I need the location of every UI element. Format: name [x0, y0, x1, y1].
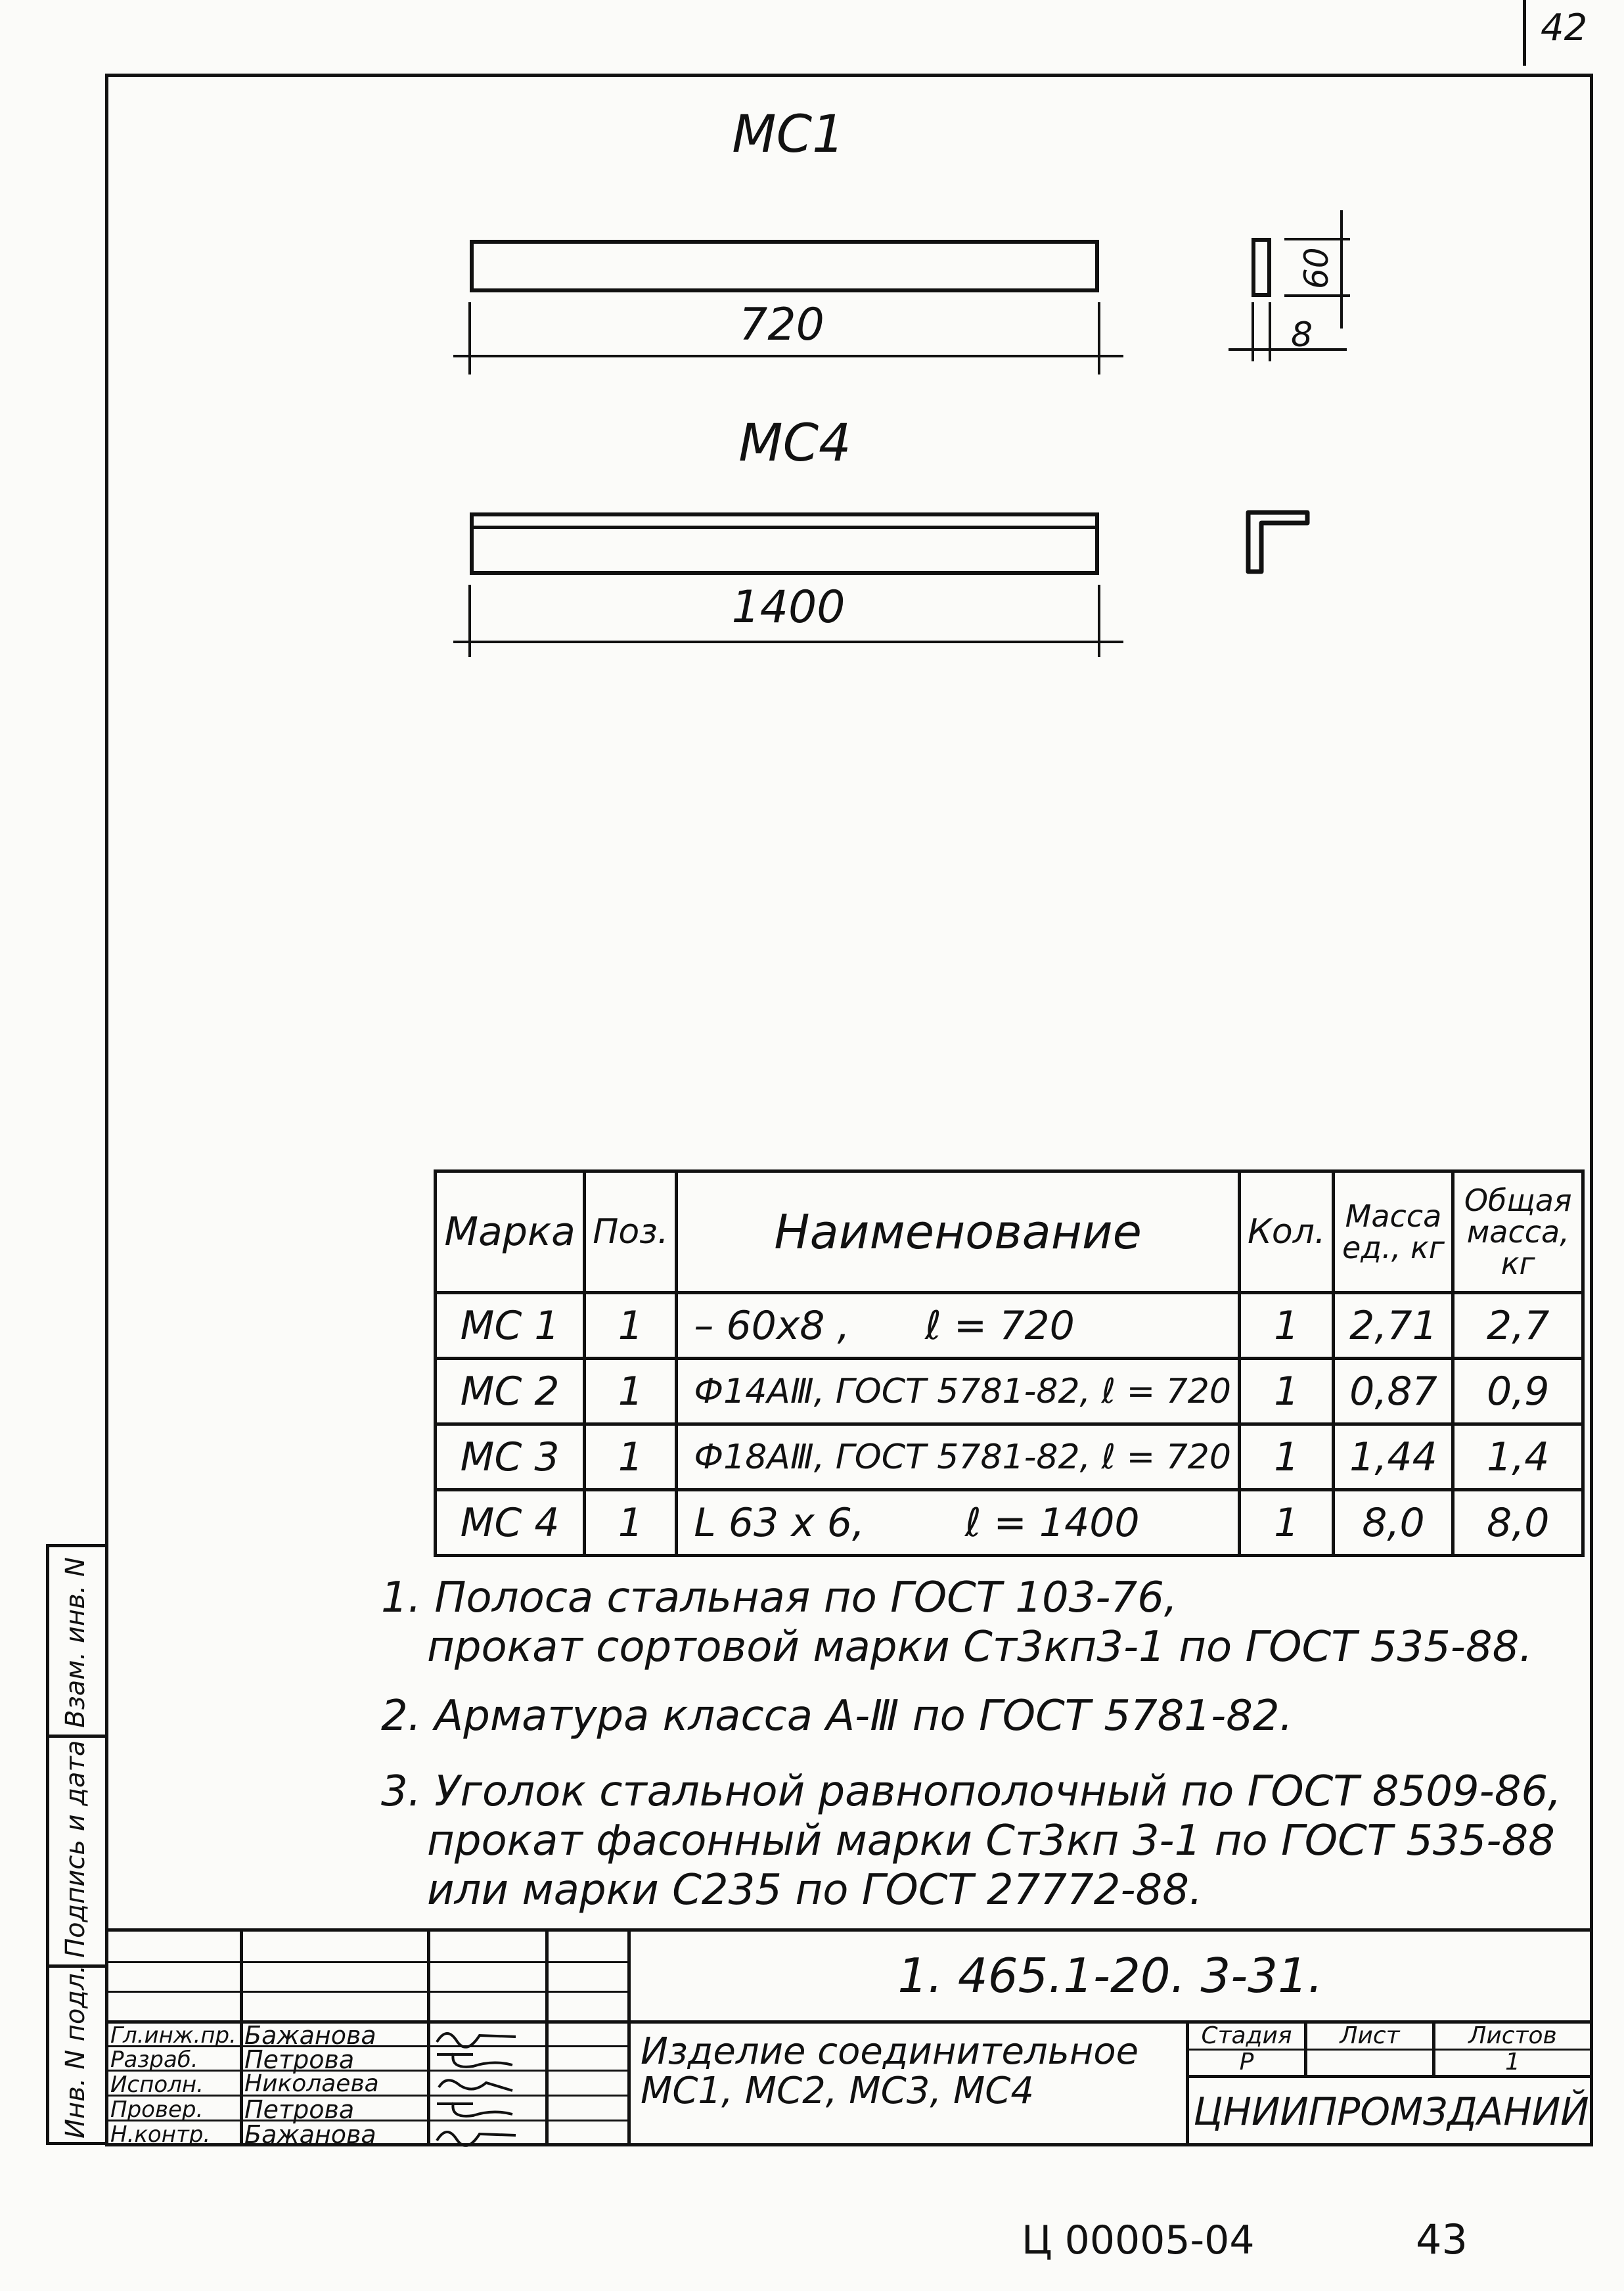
mc1-length: 720 [739, 299, 824, 351]
role-label: Исполн. [110, 2072, 204, 2098]
mc4-angle-section [1242, 506, 1314, 578]
row-pos: 1 [585, 1424, 677, 1490]
mc4-bar-flange [474, 526, 1095, 529]
mc4-dim-line [453, 641, 1123, 643]
row-qty: 1 [1239, 1424, 1334, 1490]
header-name: Наименование [677, 1171, 1240, 1293]
mc4-bar [470, 512, 1099, 575]
role-label: Н.контр. [110, 2121, 211, 2148]
tb-top [105, 1928, 1593, 1932]
note-3: 3. Уголок стальной равнополочный по ГОСТ 8509-86, [381, 1767, 1562, 1816]
side-vzam-inv: Взам. инв. N [60, 1557, 91, 1728]
mc1-sec-vert [1340, 210, 1343, 329]
role-name: Бажанова [244, 2021, 376, 2050]
table-row [436, 1490, 1583, 1556]
row-qty: 1 [1239, 1490, 1334, 1556]
row-total-mass: 8,0 [1453, 1490, 1583, 1556]
stage-label: Стадия [1201, 2022, 1292, 2049]
header-mark: Марка [436, 1171, 585, 1293]
table-row [436, 1293, 1583, 1359]
spec-table [434, 1169, 1585, 1557]
table-row [436, 1359, 1583, 1424]
doc-code: 1. 465.1-20. 3-31. [897, 1948, 1323, 2003]
row-mark: МС 4 [436, 1490, 585, 1556]
footer-page: 43 [1416, 2215, 1468, 2263]
side-podpis-data: Подпись и дата [60, 1740, 91, 1958]
row-mark: МС 2 [436, 1359, 585, 1424]
spec-header-row [436, 1171, 1583, 1293]
signature-image [434, 2047, 519, 2073]
table-row [436, 1424, 1583, 1490]
row-qty: 1 [1239, 1359, 1334, 1424]
tb-h2 [105, 1991, 627, 1993]
role-name: Бажанова [244, 2120, 376, 2149]
note-1: 1. Полоса стальная по ГОСТ 103-76, [381, 1574, 1178, 1622]
row-mark: МС 3 [436, 1424, 585, 1490]
row-name: – 60х8 , ℓ = 720 [677, 1293, 1240, 1359]
mc1-section [1252, 238, 1271, 297]
row-total-mass: 0,9 [1453, 1359, 1583, 1424]
header-qty: Кол. [1239, 1171, 1334, 1293]
mc1-section-width: 8 [1291, 315, 1313, 355]
product-title-line1: Изделие соединительное [641, 2030, 1139, 2073]
row-name: Ф18АⅢ, ГОСТ 5781-82, ℓ = 720 [677, 1424, 1240, 1490]
row-unit-mass: 8,0 [1334, 1490, 1453, 1556]
mc1-sec-ext-l [1252, 302, 1254, 361]
signature-image [434, 2071, 519, 2097]
row-qty: 1 [1239, 1293, 1334, 1359]
mc4-ext-left [468, 585, 471, 657]
row-name: Ф14АⅢ, ГОСТ 5781-82, ℓ = 720 [677, 1359, 1240, 1424]
sheets-value: 1 [1505, 2049, 1520, 2076]
mc1-dim-line [453, 355, 1123, 357]
mc1-ext-right [1098, 302, 1100, 374]
mc1-bar [470, 240, 1099, 292]
note-2: 2. Арматура класса А-Ⅲ по ГОСТ 5781-82. [381, 1692, 1293, 1740]
product-title-line2: МС1, МС2, МС3, МС4 [641, 2070, 1034, 2112]
side-inv-podl: Инв. N подл. [60, 1964, 91, 2139]
tb-h1 [105, 1961, 627, 1963]
footer-code: Ц 00005-04 [1022, 2217, 1255, 2263]
role-label: Гл.инж.пр. [110, 2022, 237, 2049]
note-1-cont: прокат сортовой марки Ст3кп3-1 по ГОСТ 535-88. [427, 1623, 1533, 1671]
mc1-ext-left [468, 302, 471, 374]
row-unit-mass: 2,71 [1334, 1293, 1453, 1359]
header-total-mass: Общая масса, кг [1453, 1171, 1583, 1293]
organization: ЦНИИПРОМЗДАНИЙ [1193, 2089, 1589, 2134]
mc4-ext-right [1098, 585, 1100, 657]
row-pos: 1 [585, 1359, 677, 1424]
mc1-sec-dim-h [1229, 348, 1347, 351]
header-pos: Поз. [585, 1171, 677, 1293]
row-unit-mass: 1,44 [1334, 1424, 1453, 1490]
stage-value: Р [1239, 2049, 1254, 2076]
row-unit-mass: 0,87 [1334, 1359, 1453, 1424]
mc1-sec-ext-r [1269, 302, 1271, 361]
note-3-cont2: или марки С235 по ГОСТ 27772-88. [427, 1866, 1203, 1915]
sheets-label: Листов [1468, 2022, 1557, 2049]
role-name: Петрова [244, 2045, 355, 2074]
mc4-title: МС4 [738, 414, 851, 473]
row-name: L 63 х 6, ℓ = 1400 [677, 1490, 1240, 1556]
row-total-mass: 1,4 [1453, 1424, 1583, 1490]
role-name: Петрова [244, 2095, 355, 2124]
signature-image [434, 2022, 519, 2049]
mc1-title: МС1 [732, 105, 845, 164]
mc1-section-height: 60 [1297, 247, 1336, 289]
header-unit-mass: Масса ед., кг [1334, 1171, 1453, 1293]
row-total-mass: 2,7 [1453, 1293, 1583, 1359]
page-number-top: 42 [1541, 7, 1588, 49]
role-label: Разраб. [110, 2047, 198, 2073]
mc4-length: 1400 [731, 581, 846, 633]
page-number-rule [1523, 0, 1526, 66]
signature-image [434, 2121, 519, 2147]
side-stamp-div1 [46, 1735, 108, 1738]
signature-image [434, 2096, 519, 2122]
row-mark: МС 1 [436, 1293, 585, 1359]
role-name: Николаева [244, 2070, 379, 2097]
note-3-cont: прокат фасонный марки Ст3кп 3-1 по ГОСТ 535-88 [427, 1817, 1555, 1865]
row-pos: 1 [585, 1293, 677, 1359]
row-pos: 1 [585, 1490, 677, 1556]
role-label: Провер. [110, 2097, 204, 2123]
sheet-label: Лист [1340, 2022, 1400, 2049]
